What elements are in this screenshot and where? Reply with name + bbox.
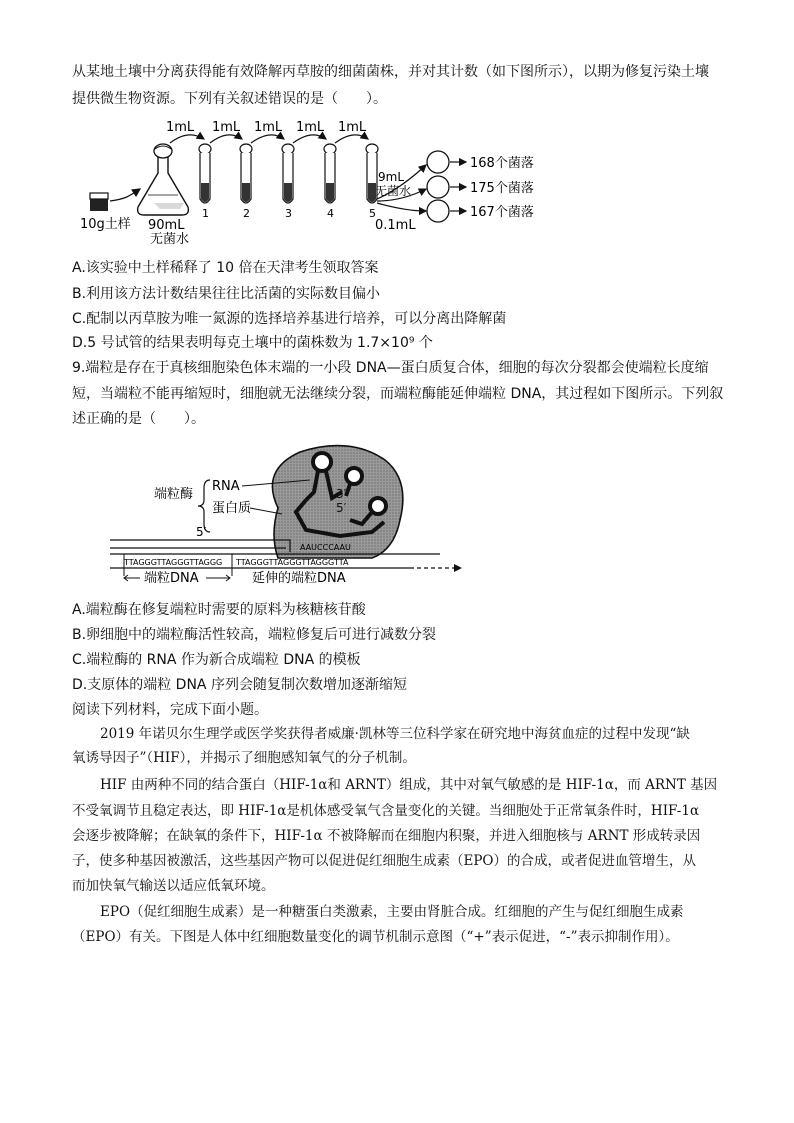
five-prime-top-label: 5′ bbox=[196, 525, 207, 539]
reading-p2-line2: 不受氧调节且稳定表达，即 HIF-1α是机体感受氧气含量变化的关键。当细胞处于正常氧条件时，HIF-1α bbox=[72, 803, 700, 819]
reading-p2-line5: 而加快氧气输送以适应低氧环境。 bbox=[72, 878, 275, 894]
sequence-left: TTAGGGTTAGGGTTAGGG bbox=[124, 558, 223, 567]
q9-option-c: C.端粒酶的 RNA 作为新合成端粒 DNA 的模板 bbox=[72, 652, 361, 668]
q9-stem-line2: 短，当端粒不能再缩短时，细胞就无法继续分裂，而端粒酶能延伸端粒 DNA，其过程如下图所示。下列叙 bbox=[72, 386, 724, 402]
extended-telomere-label: 延伸的端粒DNA bbox=[252, 571, 346, 586]
reading-p1-line1: 2019 年诺贝尔生理学或医学奖获得者威廉·凯林等三位科学家在研究地中海贫血症的过程中发现“缺 bbox=[100, 726, 690, 742]
q8-option-d: D.5 号试管的结果表明每克土壤中的菌株数为 1.7×10⁹ 个 bbox=[72, 335, 433, 351]
transfer-label-1: 1mL bbox=[166, 120, 195, 135]
transfer-label-2: 1mL bbox=[212, 120, 241, 135]
tube-number-3: 3 bbox=[285, 207, 292, 220]
soil-beaker-icon bbox=[90, 193, 108, 211]
three-prime-label: 3′ bbox=[336, 487, 347, 501]
q8-option-c: C.配制以丙草胺为唯一氮源的选择培养基进行培养，可以分离出降解菌 bbox=[72, 311, 507, 327]
q9-option-a: A.端粒酶在修复端粒时需要的原料为核糖核苷酸 bbox=[72, 602, 366, 618]
plate-2-icon bbox=[427, 176, 449, 198]
tube-number-2: 2 bbox=[243, 207, 250, 220]
reading-p2-line4: 子，使多种基因被激活，这些基因产物可以促进促红细胞生成素（EPO）的合成，或者促进血管增生，从 bbox=[72, 853, 697, 869]
colony-count-2: 175个菌落 bbox=[470, 181, 534, 196]
q9-stem-line1: 9.端粒是存在于真核细胞染色体末端的一小段 DNA—蛋白质复合体，细胞的每次分裂都会使端粒长度缩 bbox=[72, 360, 709, 376]
flask-volume: 90mL bbox=[148, 218, 185, 233]
tube-number-5: 5 bbox=[369, 207, 376, 220]
tube-water-label: 无菌水 bbox=[375, 184, 412, 198]
plate-1-icon bbox=[427, 151, 449, 173]
test-tubes bbox=[199, 144, 378, 203]
telomere-dna-label: 端粒DNA bbox=[144, 571, 199, 586]
test-tube-1 bbox=[199, 144, 211, 203]
reading-p2-line3: 会逐步被降解；在缺氧的条件下，HIF-1α 不被降解而在细胞内积聚，并进入细胞核与 ARNT 形成转录因 bbox=[72, 828, 701, 844]
telomerase-figure bbox=[110, 440, 550, 590]
tube-number-1: 1 bbox=[202, 207, 209, 220]
template-sequence: AAUCCCAAU bbox=[300, 543, 351, 552]
reading-p2-line1: HIF 由两种不同的结合蛋白（HIF-1α和 ARNT）组成，其中对氧气敏感的是 HIF-1α，而 ARNT 基因 bbox=[100, 777, 718, 793]
transfer-label-3: 1mL bbox=[254, 120, 283, 135]
transfer-label-5: 1mL bbox=[338, 120, 367, 135]
q8-stem-line2: 提供微生物资源。下列有关叙述错误的是（ ）。 bbox=[72, 91, 387, 107]
tube-number-4: 4 bbox=[327, 207, 334, 220]
protein-label: 蛋白质 bbox=[212, 501, 252, 516]
reading-p3-line2: （EPO）有关。下图是人体中红细胞数量变化的调节机制示意图（“+”表示促进，“-”表示抑制作用）。 bbox=[72, 929, 679, 945]
colony-count-3: 167个菌落 bbox=[470, 205, 534, 220]
five-prime-inner-label: 5′ bbox=[336, 501, 347, 515]
soil-label: 10g土样 bbox=[80, 217, 131, 232]
q9-stem-line3: 述正确的是（ ）。 bbox=[72, 411, 205, 427]
enzyme-label: 端粒酶 bbox=[154, 487, 194, 502]
test-tube-4 bbox=[324, 144, 336, 203]
tube-water-volume: 9mL bbox=[378, 170, 405, 184]
q8-option-a: A.该实验中土样稀释了 10 倍在天津考生领取答案 bbox=[72, 260, 379, 276]
q8-option-b: B.利用该方法计数结果往往比活菌的实际数目偏小 bbox=[72, 286, 381, 302]
transfer-arrows bbox=[170, 135, 368, 143]
test-tube-2 bbox=[240, 144, 252, 203]
q9-option-b: B.卵细胞中的端粒酶活性较高，端粒修复后可进行减数分裂 bbox=[72, 627, 437, 643]
rna-label: RNA bbox=[212, 479, 240, 494]
colony-count-1: 168个菌落 bbox=[470, 156, 534, 171]
reading-p3-line1: EPO（促红细胞生成素）是一种糖蛋白类激素，主要由肾脏合成。红细胞的产生与促红细胞生成素 bbox=[100, 904, 684, 920]
q9-option-d: D.支原体的端粒 DNA 序列会随复制次数增加逐渐缩短 bbox=[72, 677, 407, 693]
reading-intro: 阅读下列材料，完成下面小题。 bbox=[72, 702, 268, 718]
dilution-figure bbox=[70, 115, 570, 255]
plate-3-icon bbox=[427, 200, 449, 222]
sequence-right: TTAGGGTTAGGGTTAGGGTTA bbox=[236, 558, 349, 567]
flask-water: 无菌水 bbox=[150, 232, 190, 247]
plate-volume: 0.1mL bbox=[375, 218, 416, 233]
reading-p1-line2: 氧诱导因子”（HIF），并揭示了细胞感知氧气的分子机制。 bbox=[72, 750, 416, 766]
flask-icon bbox=[138, 144, 189, 215]
transfer-label-4: 1mL bbox=[296, 120, 325, 135]
q8-stem-line1: 从某地土壤中分离获得能有效降解丙草胺的细菌菌株，并对其计数（如下图所示），以期为修复污染土壤 bbox=[72, 64, 709, 80]
test-tube-3 bbox=[282, 144, 294, 203]
